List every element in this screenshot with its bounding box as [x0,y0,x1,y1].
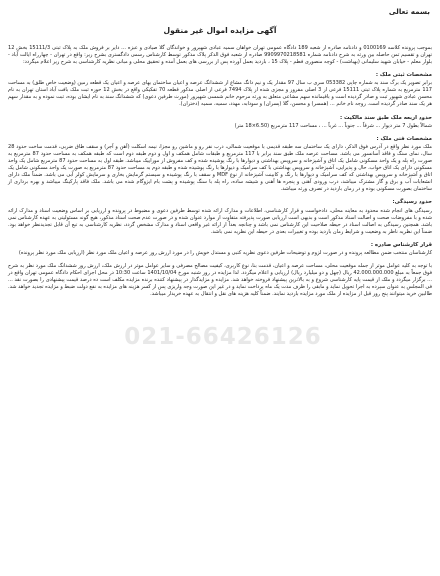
notice-title: آگهی مزایده اموال غیر منقول [163,26,277,35]
intro-paragraph: بموجب پرونده کلاسه 0100169 و دادنامه صادره از شعبه 189 دادگاه عمومی تهران خواهان سمیه عبادی شهپرور و خواندگان گلا صیادی و عبزه ... دایر بر فروش ملک به پلاک ثبتی 15111/3 بخش 12 تهران و تقسیم ثمن حاصله بین ورثه به شرح دادنامه شماره 9909970218581 صادره از شعبه فوق الذکر پلاک مذکور توسط کارشناس رسمی دادگستری بشرح زیر: واقع در تهران - چهارراه ایالت آباد - بلوار معلم - خیابان شهید سلیمانی (بهباشت) - کوچه منصوری فطم - پلاک 15 ، بازدید بعمل آورده پس از بررسی های بعمل آمده و تحقیق محلی و مبانی نظریه کارشناسی به شرح زیر اعلام میگردد: [8,45,432,66]
bismillah-text: بسمه تعالی [388,7,430,16]
order-heading: قرار کارشناس صادره : [370,241,432,248]
registration-heading: مشخصات ثبتی ملک : [375,72,432,79]
scope-heading: حدود رسیدگی: [392,199,432,206]
scope-paragraph: رسیدگی های انجام شده محدود به معاینه محلی، دادخواست و قرار کارشناسی، اطلاعات و مدارک ارائه شده توسط طرفین دعوی و مضبوط در پرونده و ارزیابی بر اساس وضعیت اسناد و مدارک ارائه شده و با مفروضات صحت و اصالت اسناد مذکور است و بدیهی است ارزیابی صورت پذیرفته متفاوت از موارد عنوان شده و در صورت عدم صحت اسناد مذکور، هیچ گونه مسئولیتی به عهده کارشناس نمی باشد. همچنین رسیدگی به اصالت اسناد در حیطه صلاحیت این کارشناس نمی باشد و چنانچه بعداً از ارائه غیر واقعی اسناد و مدارک مشخص گردد، نظریه کارشناسی به تبع آن قابل تجدیدنظر خواهد بود. ضمناً این نظریه ناظر به وضعیت و شرایط زمان بازدید بوده و تغییرات بعدی در حیطه این نظریه نمی باشد. [8,207,432,235]
order-paragraph: کارشناسان منتخب ضمن مطالعه پرونده و در صورت لزوم و توضیحات طرفین دعوی نظریه کتبی و مستدل خویش را در مورد ارزش روز عرصه و اعیان ملک مورد نظر (ارزیابی ملک مورد نظر پرونده) [18,249,432,256]
boundaries-paragraph: شمالاً بطول 7 متر دیوار ... شرقاً ... جنوباً ... غرباً ... ، مساحت 117 مترمربع (6.50×18 متر) [234,122,432,129]
technical-paragraph: ملک مورد نظر واقع در آدرس فوق الذکر، دارای یک ساختمان سه طبقه قدیمی با موقعیت شمالی، درب نفر رو و ماشین رو مجزا، نیمه اسکلت (آهن و آجر) و سقف طاق ضربی، قدمت ساخت حدود 28 سال، نمای سنگ و فاقد آسانسور می باشد. مساحت عرصه ملک طبق سند برابر با 117 مترمربع و طبقات شامل همکف و اول و دوم طبقه دوم است که طبقه همکف به مساحت حدود 87 مترمربع به صورت راه پله و یک واحد مسکونی شامل یک اتاق و آشپزخانه و سرویس بهداشتی و دیوارها با رنگ پوشیده شده و کف مفروش از موزاییک میباشد. طبقه اول به مساحت حدود 87 مترمربع شامل یک واحد مسکونی دارای یک اتاق خواب، حال و پذیرایی، آشپزخانه و سرویس بهداشتی با کف سرامیک و دیوارها با رنگ پوشیده شده و طبقه دوم به مساحت حدود 87 مترمربع به صورت یک واحد مسکونی شامل یک اتاق و آشپزخانه و سرویس بهداشتی که کف سرامیک و دیوارها با رنگ و کابینت آشپزخانه از نوع MDF و سقف با رنگ پوشیده و سیستم گرمایش بخاری و سرمایش کولر آبی می باشد. ضمناً ملک دارای انشعابات آب و برق و گاز مشترک میباشد، درب ورودی آهنی و پنجره ها آهنی و شیشه ساده، راه پله با سنگ پوشیده و پشت بام ایزوگام شده می باشد. ملک فاقد پارکینگ میباشد و بهره برداری از ساختمان بصورت مسکونی بوده و در زمان بازدید در تصرف ورثه میباشد. [8,143,433,193]
registration-paragraph: برابر تصویر یک برگ سند به شماره چاپی 053382 سری ب سال 97 مقدار یک و نیم دانگ مشاع از ششدانگ عرصه و اعیان ساختمان بهای عرصه و اعیان یک قطعه زمین (وضعیت خاص طلق) به مساحت 117 مترمربع به شماره پلاک ثبتی 15111 فرعی از 3 اصلی مفروز و مجزی شده از پلاک 7494 فرعی از اصلی مذکور قطعه 70 تفکیکی واقع در بخش 12 حوزه ثبت ملک بافت آباد استان تهران به نام محسن عبادی شهپور ثبت و صادر گردیده است و باقیمانده سهم مشاعی متعلق به ورثه مرحوم خانم شمسی شهپرور (مورث طرفین دعوی) که ششدانگ سند به نام ایشان بوده، ثبت نموده و به مقدار سهم هر یک سند صادر گردیده است. زوجه نام خانم ... (همسر) و محسن، گلا (پسران) و سودابه، مهدد، سمیه، سمیه (دختران). [8,80,432,108]
valuation-paragraph: با توجه به کلیه عوامل موثر از جمله موقعیت محلی، مساحت عرصه و اعیان، قدمت بنا، نوع کاربری، کیفیت مصالح مصرفی و سایر عوامل موثر در ارزش ملک، ارزش روز ششدانگ ملک مورد نظر به شرح فوق جمعاً به مبلغ 42.000.000.000 ریال (چهل و دو میلیارد ریال) ارزیابی و اعلام میگردد. لذا مزایده در روز شنبه مورخ 1401/10/04 ساعت 10:30 در محل اجرای احکام دادگاه عمومی تهران واقع در ... برگزار میگردد و ملک از قیمت پایه کارشناسی شروع و به بالاترین پیشنهاد فروخته خواهد شد. مزایده و مزایدگذار در پیشنهاد کننده برنده مزایده مکلف است ده درصد قیمت پیشنهادی را بصورت نقد ... فی المجلس به عنوان سپرده به اجرا تحویل نماید و مابقی را ظرف مدت یک ماه پرداخت نماید و در غیر این صورت وجه واریزی پس از کسر هزینه های مزایده به نفع دولت ضبط و مزایده تجدید خواهد شد. طالبین خرید میتوانند پنج روز قبل از مزایده از ملک مورد مزایده بازدید نمایند. ضمناً کلیه هزینه های نقل و انتقال به عهده خریدار میباشد. [8,262,432,298]
phone-watermark: 021-66426126 [124,324,322,350]
technical-heading: مشخصات فنی ملک : [376,135,432,142]
boundaries-heading: حدود اربعه ملک طبق سند مالکیت : [339,114,432,121]
